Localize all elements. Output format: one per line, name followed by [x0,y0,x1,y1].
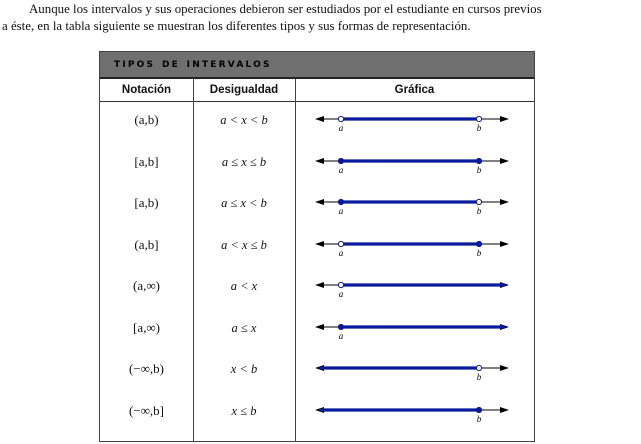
graph-cell [295,351,534,393]
endpoint-label-b: b [476,164,482,175]
right-arrow-icon [500,199,509,205]
notation-cell: [a,b] [134,153,159,169]
inequality-cell: x ≤ b [231,403,257,418]
graph-cell [295,102,534,144]
inequality-cell: a ≤ x < b [221,196,267,210]
right-arrow-icon [500,158,509,164]
endpoint-label-a: a [338,206,344,216]
number-line [313,397,513,431]
graph-cell [295,227,534,269]
right-arrow-icon [500,116,509,122]
table-row [100,144,534,186]
table-row [100,393,534,435]
right-arrow-icon [500,407,509,413]
intro-paragraph [2,1,638,35]
number-line [313,148,513,182]
table-title: tipos de intervalos [100,52,534,79]
open-endpoint-b [476,116,481,121]
endpoint-label-b: b [476,372,482,382]
closed-endpoint-b [476,241,481,246]
endpoint-label-b: b [476,206,482,216]
table-row [100,102,534,144]
left-arrow-icon [315,324,324,330]
graph-cell [295,393,534,435]
open-endpoint-a [338,241,343,246]
notation-cell: (a,b] [134,236,159,252]
notation-cell: (a,b) [134,112,159,127]
open-endpoint-a [338,116,343,121]
number-line [313,314,513,348]
number-line [313,106,513,140]
number-line [313,231,513,265]
endpoint-label-b: b [476,413,482,424]
open-endpoint-b [476,365,481,370]
endpoint-label-b: b [476,247,482,258]
notation-cell: [a,∞) [133,319,160,335]
table-row [100,185,534,227]
table-row [100,268,534,310]
closed-endpoint-a [338,158,343,163]
inequality-cell: a ≤ x [231,320,257,335]
closed-endpoint-a [338,324,343,329]
right-arrow-icon [500,241,509,247]
graph-cell [295,310,534,352]
left-arrow-icon [315,199,324,205]
closed-endpoint-b [476,407,481,412]
inequality-cell: a < x ≤ b [221,237,267,252]
left-arrow-icon [315,241,324,247]
graph-cell [295,268,534,310]
endpoint-label-a: a [338,247,344,258]
open-endpoint-a [338,282,343,287]
graph-cell [295,185,534,227]
number-line [313,272,513,306]
endpoint-label-a: a [338,330,344,341]
number-line [313,189,513,223]
notation-cell: [a,b) [134,195,159,210]
inequality-cell: x < b [230,362,258,376]
endpoint-label-b: b [476,123,482,133]
endpoint-label-a: a [338,289,344,299]
inequality-cell: a ≤ x ≤ b [221,154,267,169]
intro-line-2: a éste, en la tabla siguiente se muestran los diferentes tipos y sus formas de representación. [2,19,471,33]
header-inequality: Desigualdad [193,79,295,102]
table-row [100,351,534,393]
number-line [313,355,513,389]
intervals-table [99,51,535,442]
graph-cell [295,144,534,186]
closed-endpoint-b [476,158,481,163]
left-arrow-icon [315,282,324,288]
inequality-cell: a < x < b [220,113,268,127]
table-row [100,310,534,352]
notation-cell: (−∞,b) [128,361,164,376]
inequality-cell: a < x [230,279,258,293]
endpoint-label-a: a [338,123,344,133]
table-row [100,227,534,269]
endpoint-label-a: a [338,164,344,175]
header-notation: Notación [100,79,193,102]
left-arrow-icon [315,158,324,164]
open-endpoint-b [476,199,481,204]
notation-cell: (a,∞) [133,278,160,293]
header-graph: Gráfica [295,79,534,102]
closed-endpoint-a [338,199,343,204]
intro-line-1: Aunque los intervalos y sus operaciones debieron ser estudiados por el estudiante en cursos previos [29,2,542,16]
left-arrow-icon [315,116,324,122]
notation-cell: (−∞,b] [128,402,164,418]
right-arrow-icon [500,365,509,371]
